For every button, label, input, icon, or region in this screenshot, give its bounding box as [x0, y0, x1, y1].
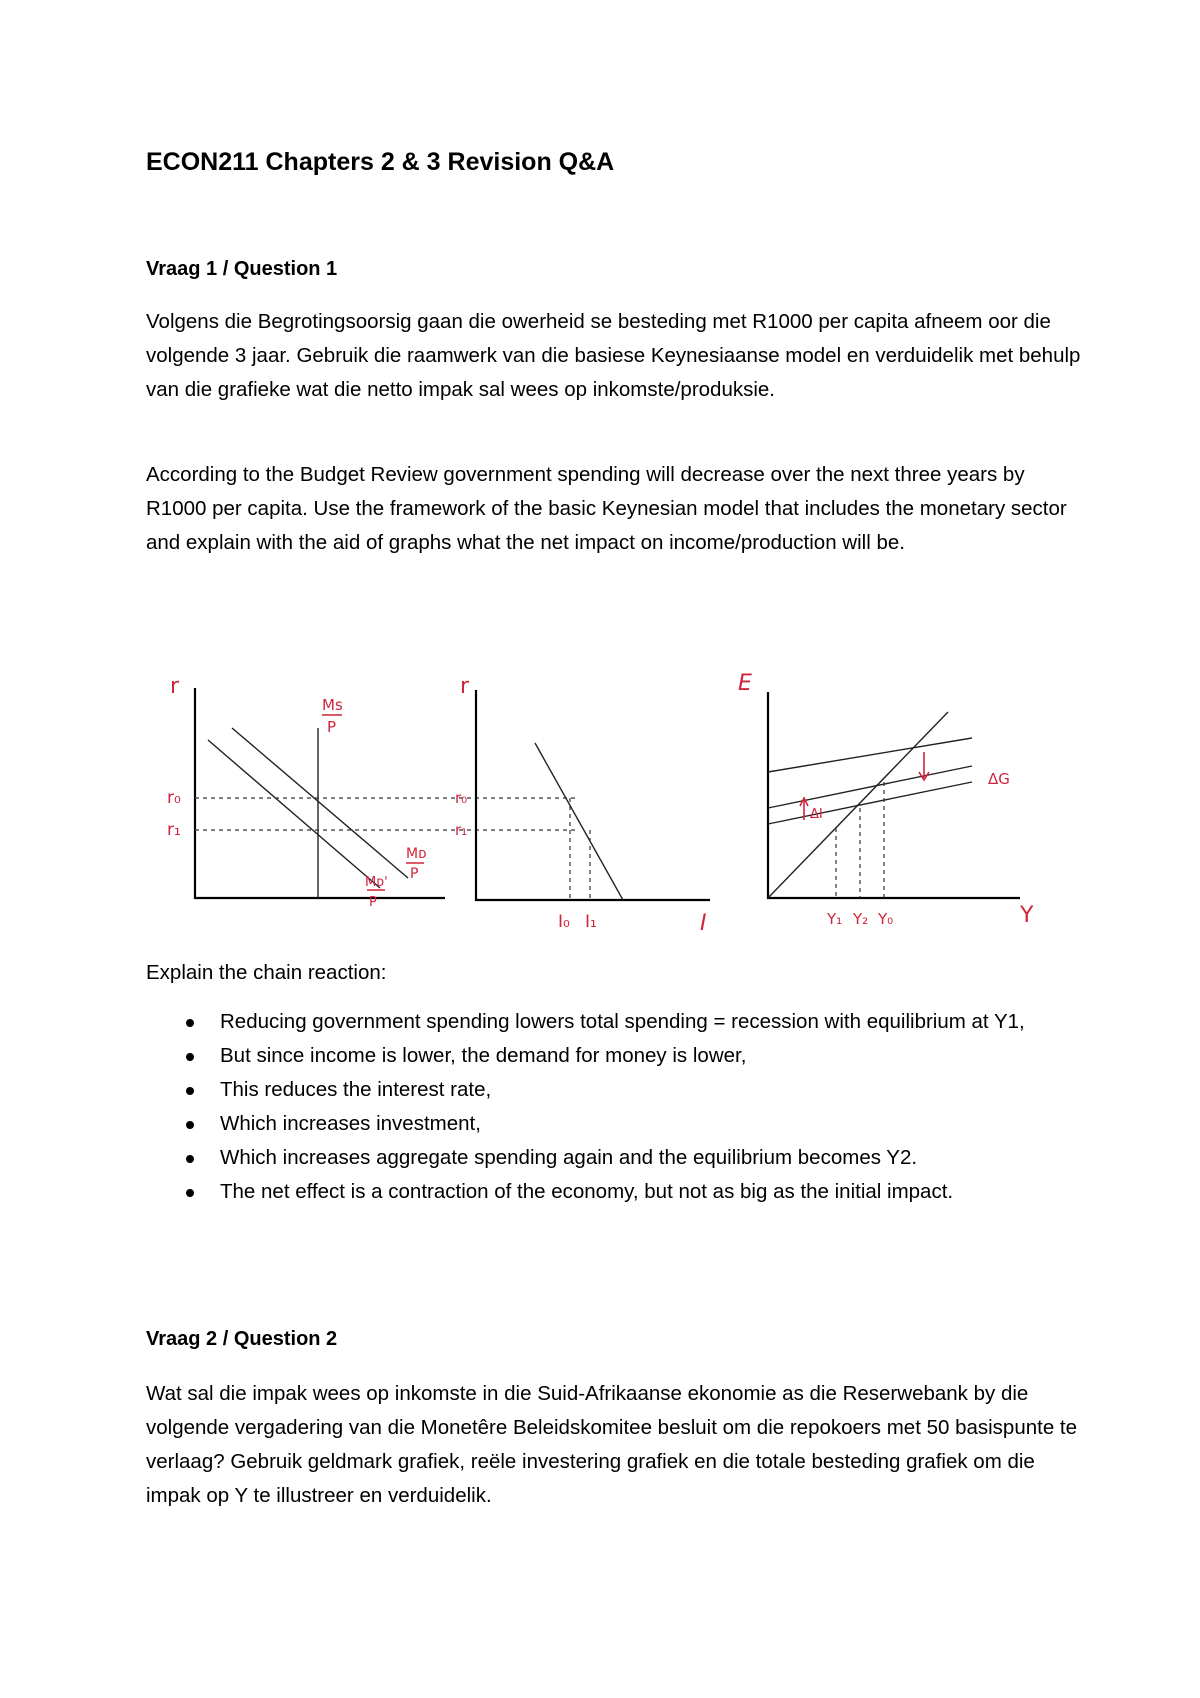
expenditure-axes [768, 692, 1020, 898]
spending-line-after-delta-g [768, 782, 972, 824]
list-item [146, 1073, 1086, 1107]
md-p-label: P [410, 866, 419, 882]
list-item-text: The net effect is a contraction of the economy, but not as big as the initial impact. [220, 1180, 954, 1203]
list-item [146, 1107, 1086, 1141]
list-item-text: This reduces the interest rate, [220, 1078, 492, 1101]
money-demand-md0 [232, 728, 408, 878]
delta-i-label: ΔI [810, 807, 823, 822]
question-2-afrikaans: Wat sal die impak wees op inkomste in die Suid-Afrikaanse ekonomie as die Reserwebank by die volgende vergadering van die Monetêre Beleidskomitee besluit om die repokoers met 50 basispunte te verlaag? Gebruik geldmark grafiek, reële investering grafiek en die totale besteding grafiek om die impak op Y te illustreer en verduidelik. [146, 1382, 1078, 1507]
spending-line-initial [768, 738, 972, 772]
money-demand-md1 [208, 740, 380, 888]
y-axis-label: Y [1020, 903, 1034, 928]
question-2-heading: Vraag 2 / Question 2 [146, 1328, 338, 1350]
expenditure-graph [738, 671, 1034, 928]
list-item [146, 1005, 1086, 1039]
list-item [146, 1141, 1086, 1175]
question-1-english: According to the Budget Review government spending will decrease over the next three years by R1000 per capita. Use the framework of the basic Keynesian model that includes the monetary sector and explain with the aid of graphs what the net impact on income/production will be. [146, 463, 1067, 554]
r0-label: r₀ [167, 788, 181, 808]
question-1-afrikaans: Volgens die Begrotingsoorsig gaan die owerheid se besteding met R1000 per capita afneem oor die volgende 3 jaar. Gebruik die raamwerk van die basiese Keynesiaanse model en verduidelik met behulp van die grafieke wat die netto impak sal wees op inkomste/produksie. [146, 310, 1081, 401]
md1-p-label: P [369, 895, 377, 910]
list-item-text: But since income is lower, the demand for money is lower, [220, 1044, 747, 1067]
ms-label: Ms [322, 696, 343, 714]
list-item-text: Which increases aggregate spending again and the equilibrium becomes Y2. [220, 1146, 918, 1169]
investment-graph [455, 674, 710, 936]
list-item [146, 1039, 1086, 1073]
list-item-text: Reducing government spending lowers total spending = recession with equilibrium at Y1, [220, 1010, 1025, 1033]
bullet-icon [186, 1121, 194, 1129]
investment-x-axis-label: I [700, 911, 707, 936]
investment-r-axis-label: r [460, 674, 470, 699]
list-item [146, 1175, 1086, 1209]
spending-line-after-delta-i [768, 766, 972, 808]
investment-demand-line [535, 743, 623, 900]
investment-axes [476, 690, 710, 900]
md-label: Mᴅ [406, 846, 427, 862]
r1-label: r₁ [167, 820, 181, 840]
list-item-text: Which increases investment, [220, 1112, 481, 1135]
keynesian-graphs [0, 660, 1200, 945]
investment-r1-label: r₁ [455, 821, 468, 839]
chain-reaction-list [146, 1005, 1086, 1209]
investment-r0-label: r₀ [455, 789, 468, 807]
bullet-icon [186, 1019, 194, 1027]
i0-label: I₀ [558, 912, 570, 932]
e-axis-label: E [738, 671, 752, 696]
money-market-graph [167, 674, 575, 910]
bullet-icon [186, 1053, 194, 1061]
chain-intro: Explain the chain reaction: [146, 961, 387, 984]
ms-p-label: P [327, 718, 337, 736]
md1-label: Mᴅ' [365, 875, 388, 890]
delta-g-label: ΔG [988, 770, 1010, 788]
page-title: ECON211 Chapters 2 & 3 Revision Q&A [146, 148, 615, 176]
money-r-axis-label: r [170, 674, 180, 699]
question-1-heading: Vraag 1 / Question 1 [146, 258, 338, 280]
y1-label: Y₁ [827, 910, 843, 928]
i1-label: I₁ [585, 912, 597, 932]
bullet-icon [186, 1087, 194, 1095]
y0-label: Y₀ [878, 910, 894, 928]
money-axes [195, 688, 445, 898]
y2-label: Y₂ [853, 910, 869, 928]
bullet-icon [186, 1189, 194, 1197]
bullet-icon [186, 1155, 194, 1163]
